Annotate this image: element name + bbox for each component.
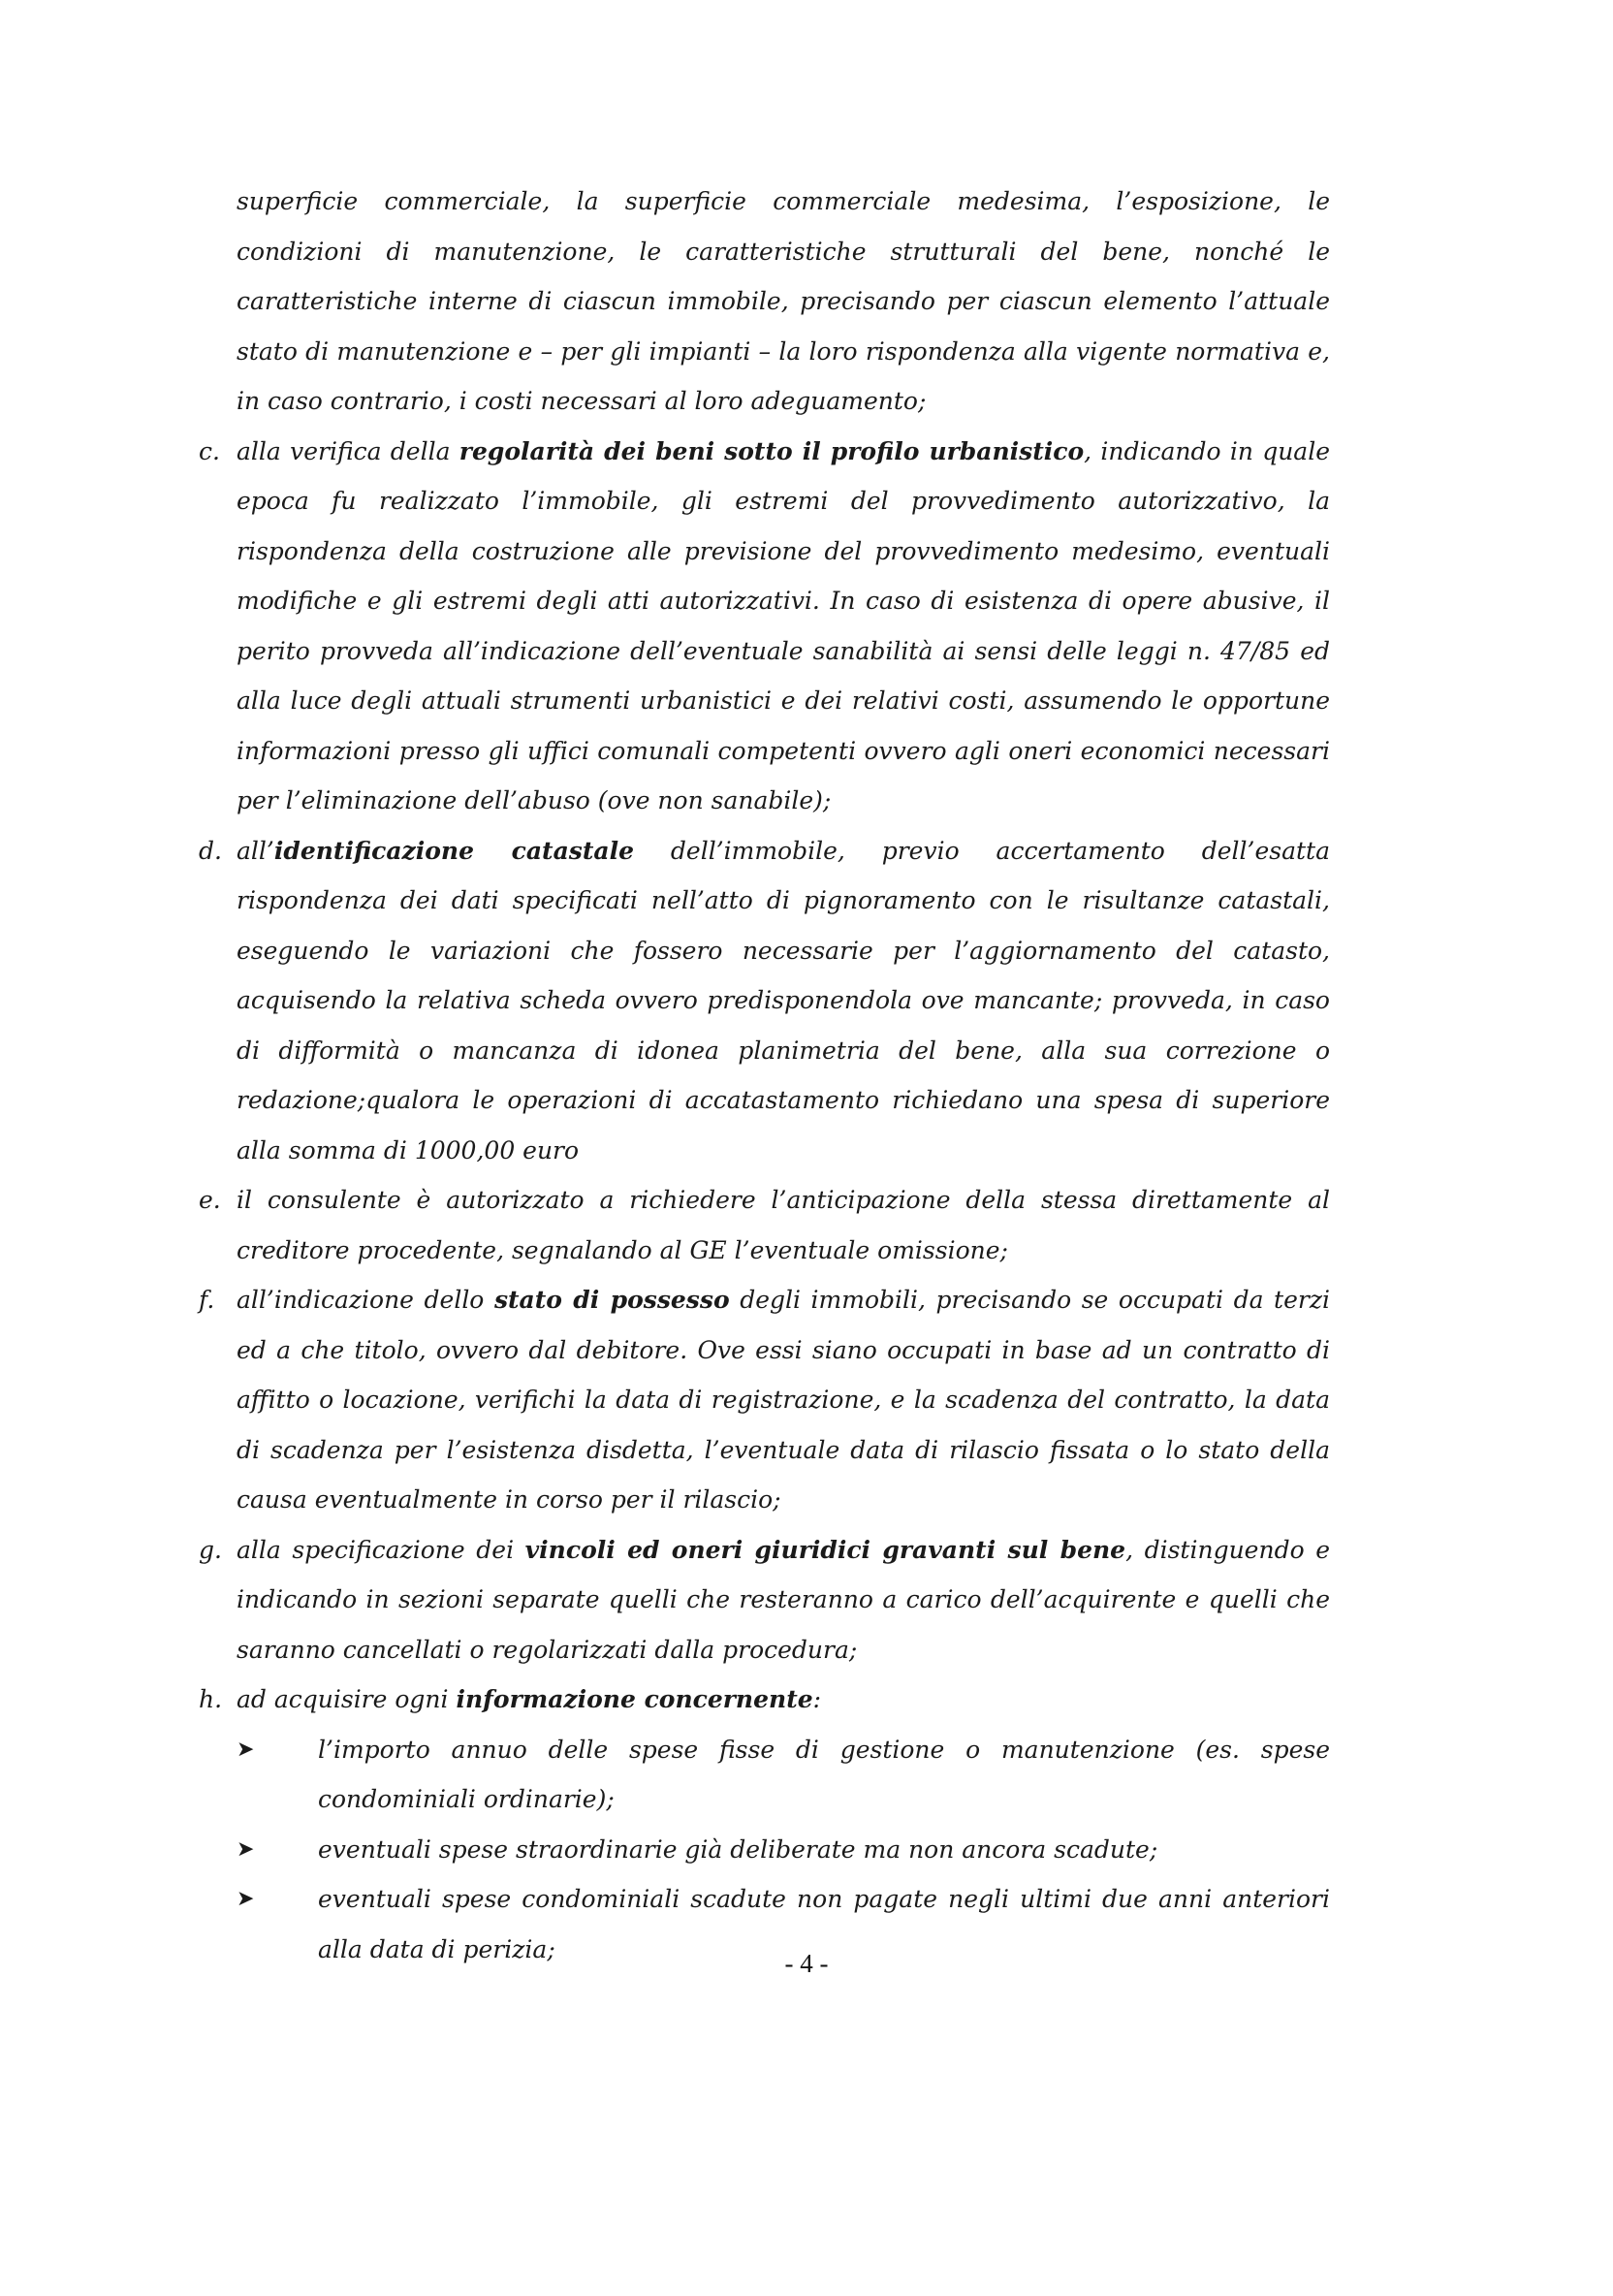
item-text-post: degli immobili, precisando se occupati da terzi ed a che titolo, ovvero dal debitore. Ove essi siano occupati in base ad un contratto di affitto o locazione, verifichi la data di registrazione, e la scadenza del contratto, la data di scadenza per l’esistenza disdetta, l’eventuale data di rilascio fissata o lo stato della causa eventualmente in corso per il rilascio; [237,1286,1330,1514]
arrowhead-bullet-icon: ➤ [237,1737,255,1762]
item-text-pre: il consulente è autorizzato a richiedere l’anticipazione della stessa direttamente al creditore procedente, segnalando al GE l’eventuale omissione; [237,1186,1330,1264]
bullet-item [237,1725,1330,1825]
list-item-c [199,427,1331,826]
list-marker: e. [199,1186,221,1214]
body-text [199,176,1331,1974]
item-text-post: , indicando in quale epoca fu realizzato l’immobile, gli estremi del provvedimento autorizzativo, la rispondenza della costruzione alle previsione del provvedimento medesimo, eventuali modifiche e gli estremi degli atti autorizzativi. In caso di esistenza di opere abusive, il perito provveda all’indicazione dell’eventuale sanabilità ai sensi delle leggi n. 47/85 ed alla luce degli attuali strumenti urbanistici e dei relativi costi, assumendo le opportune informazioni presso gli uffici comunali competenti ovvero agli oneri economici necessari per l’eliminazione dell’abuso (ove non sanabile); [237,436,1331,814]
item-text-pre: all’ [237,836,274,865]
list-marker: c. [199,436,220,465]
item-text-post: : [812,1685,822,1713]
bullet-text: eventuali spese condominiali scadute non pagate negli ultimi due anni anteriori alla data di perizia; [318,1885,1330,1963]
list-marker: h. [199,1685,223,1713]
item-text-bold: regolarità dei beni sotto il profilo urbanistico [459,436,1085,465]
item-text-bold: stato di possesso [493,1286,730,1314]
bullet-text: eventuali spese straordinarie già deliberate ma non ancora scadute; [318,1834,1158,1864]
page-number: - 4 - [784,1949,829,1978]
list-item-d [199,826,1330,1176]
intro-paragraph: superficie commerciale, la superficie commerciale medesima, l’esposizione, le condizioni di manutenzione, le caratteristiche strutturali del bene, nonché le caratteristiche interne di ciascun immobile, precisando per ciascun elemento l’attuale stato di manutenzione e – per gli impianti – la loro rispondenza alla vigente normativa e, in caso contrario, i costi necessari al loro adeguamento; [237,187,1330,415]
arrowhead-bullet-icon: ➤ [237,1887,255,1911]
item-text-pre: alla specificazione dei [237,1535,525,1564]
item-text-pre: alla verifica della [237,436,459,465]
item-text-pre: ad acquisire ogni [237,1685,457,1713]
list-item-g [199,1525,1330,1675]
item-text-bold: informazione concernente [456,1685,813,1713]
item-text-post: , distinguendo e indicando in sezioni separate quelli che resteranno a carico dell’acquirente e quelli che saranno cancellati o regolarizzati dalla procedura; [237,1535,1330,1664]
item-text-bold: identificazione catastale [273,836,635,865]
item-text-post: dell’immobile, previo accertamento dell’esatta rispondenza dei dati specificati nell’atto di pignoramento con le risultanze catastali, eseguendo le variazioni che fossero necessarie per l’aggiornamento del catasto, acquisendo la relativa scheda ovvero predisponendola ove mancante; provveda, in caso di difformità o mancanza di idonea planimetria del bene, alla sua correzione o redazione;qualora le operazioni di accatastamento richiedano una spesa di superiore alla somma di 1000,00 euro [237,836,1330,1164]
list-marker: d. [199,836,222,865]
bullet-list [237,1725,1330,1975]
item-text-bold: vincoli ed oneri giuridici gravanti sul bene [524,1535,1126,1564]
bullet-item [237,1825,1330,1875]
list-item-e [199,1175,1330,1275]
list-item-f [199,1275,1330,1525]
list-marker: f. [199,1286,215,1314]
list-item-h [199,1674,1330,1725]
arrowhead-bullet-icon: ➤ [237,1836,255,1862]
bullet-text: l’importo annuo delle spese fisse di gestione o manutenzione (es. spese condominiali ordinarie); [318,1735,1330,1813]
list-marker: g. [199,1535,222,1564]
item-text-pre: all’indicazione dello [237,1286,494,1314]
